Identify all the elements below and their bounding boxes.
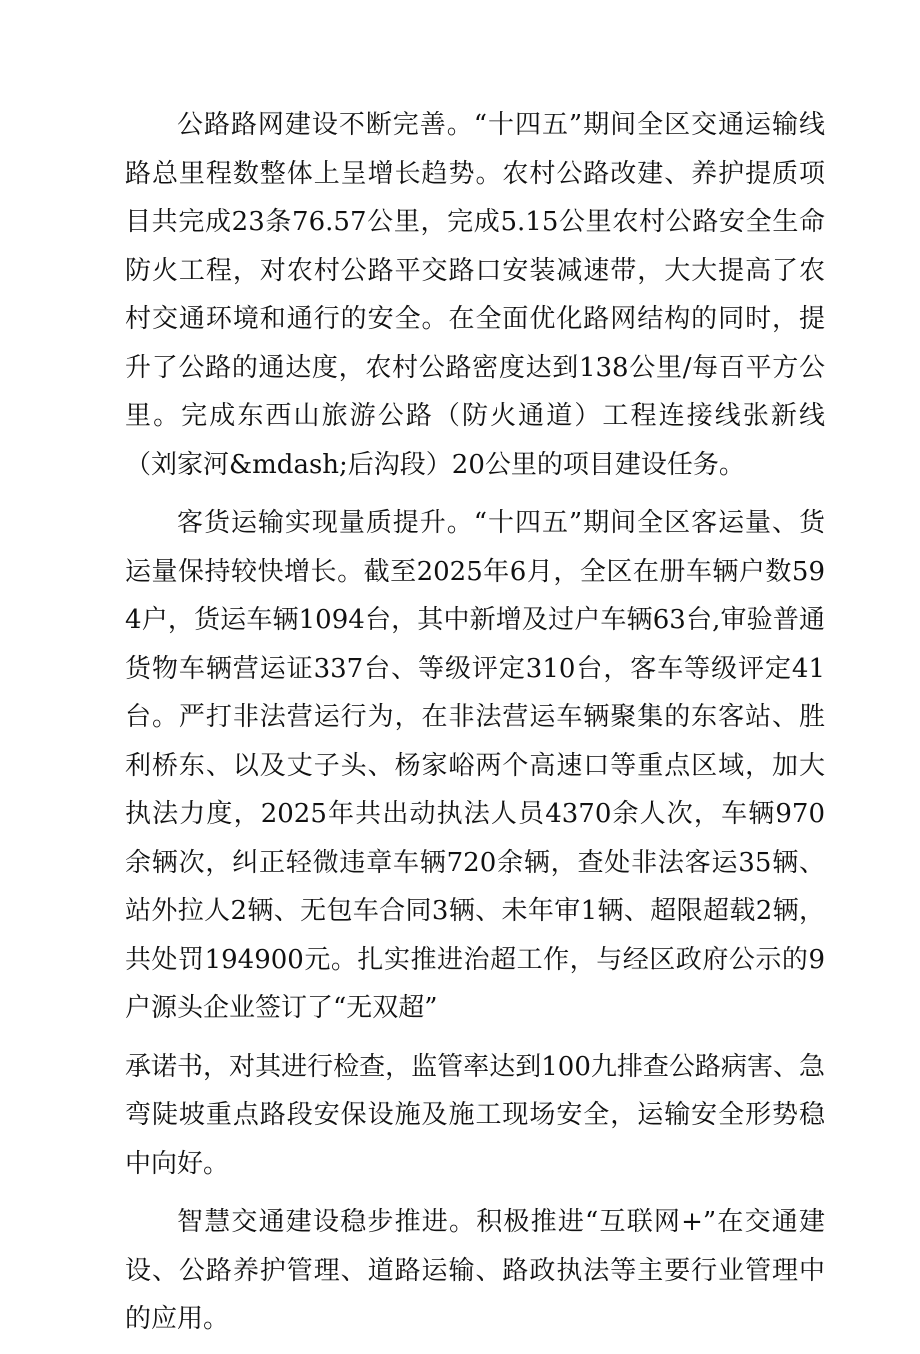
paragraph-smart-transport: 智慧交通建设稳步推进。积极推进“互联网+”在交通建设、公路养护管理、道路运输、路政执法等主要行业管理中的应用。	[125, 1207, 825, 1334]
paragraph-commitment: 承诺书，对其进行检查，监管率达到100九排查公路病害、急弯陡坡重点路段安保设施及施工现场安全，运输安全形势稳中向好。	[125, 1051, 825, 1179]
paragraph-road-network: 公路路网建设不断完善。“十四五”期间全区交通运输线路总里程数整体上呈增长趋势。农村公路改建、养护提质项目共完成23条76.57公里，完成5.15公里农村公路安全生命防火工程，对农村公路平交路口安装减速带，大大提高了农村交通环境和通行的安全。在全面优化路网结构的同时，提升了公路的通达度，农村公路密度达到138公里/每百平方公里。完成东西山旅游公路（防火通道）工程连接线张新线（刘家河&mdash;后沟段）20公里的项目建设任务。	[125, 110, 825, 480]
document-body	[125, 101, 825, 1354]
paragraph-passenger-freight: 客货运输实现量质提升。“十四五”期间全区客运量、货运量保持较快增长。截至2025年6月，全区在册车辆户数594户，货运车辆1094台，其中新增及过户车辆63台,审验普通货物车辆营运证337台、等级评定310台，客车等级评定41台。严打非法营运行为，在非法营运车辆聚集的东客站、胜利桥东、以及丈子头、杨家峪两个高速口等重点区域，加大执法力度，2025年共出动执法人员4370余人次，车辆970余辆次，纠正轻微违章车辆720余辆，查处非法客运35辆、站外拉人2辆、无包车合同3辆、未年审1辆、超限超载2辆，共处罚194900元。扎实推进治超工作，与经区政府公示的9户源头企业签订了“无双超”	[125, 508, 825, 1023]
